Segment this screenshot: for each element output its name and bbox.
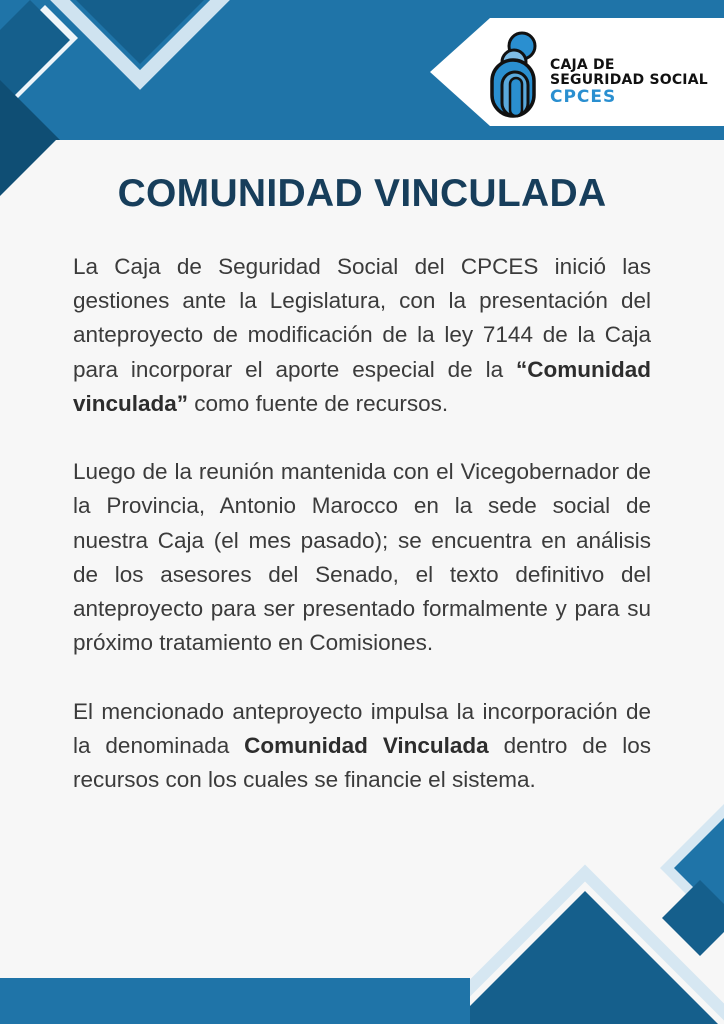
bottom-strip [0,978,470,1024]
article-body [73,250,651,831]
paragraph-3-text-b: dentro de los recursos con los cuales se financie el sistema. [73,732,651,793]
paragraph-1-text-a: La Caja de Seguridad Social del CPCES inició las gestiones ante la Legislatura, con la presentación del anteproyecto de modificación de la ley 7144 de la Caja para incorporar el aporte especial de la [73,254,651,382]
logo-line-3: CPCES [550,87,617,107]
logo-line-1: CAJA DE [550,57,615,73]
paragraph-1 [73,250,651,421]
cpces-logo [488,28,720,120]
paragraph-3-bold: Comunidad Vinculada [244,732,489,758]
paragraph-1-bold: “Comunidad vinculada” [73,356,651,416]
paragraph-1-text-b: como fuente de recursos. [188,390,449,416]
paragraph-3-text-a: El mencionado anteproyecto impulsa la incorporación de la denominada [73,698,651,758]
paragraph-3 [73,695,651,798]
page-title: COMUNIDAD VINCULADA [117,172,607,215]
family-figures-icon [488,28,552,120]
logo-line-2: SEGURIDAD SOCIAL [550,72,708,88]
paragraph-2: Luego de la reunión mantenida con el Vicegobernador de la Provincia, Antonio Marocco en la sede social de nuestra Caja (el mes pasado); se encuentra en análisis de los asesores del Senado, el texto definitivo del anteproyecto para ser presentado formalmente y para su próximo tratamiento en Comisiones. [73,459,651,656]
